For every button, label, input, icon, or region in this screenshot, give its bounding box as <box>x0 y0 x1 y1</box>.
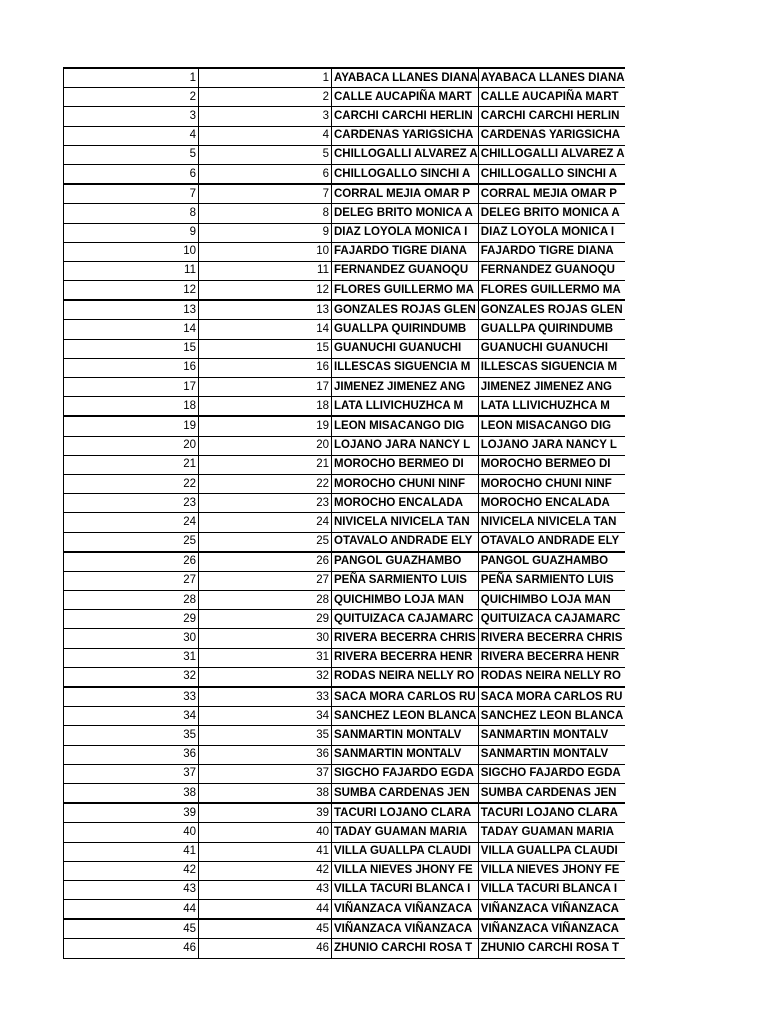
row-number-cell: 35 <box>64 726 199 745</box>
name-copy-cell: GUANUCHI GUANUCHI <box>478 339 624 358</box>
row-number-cell: 10 <box>64 242 199 261</box>
name-copy-cell: LOJANO JARA NANCY L <box>478 436 624 455</box>
name-copy-cell: NIVICELA NIVICELA TAN <box>478 513 624 532</box>
list-number-cell: 15 <box>199 339 332 358</box>
list-number-cell: 2 <box>199 88 332 107</box>
list-number-cell: 28 <box>199 591 332 610</box>
row-number-cell: 37 <box>64 764 199 783</box>
name-copy-cell: MOROCHO ENCALADA <box>478 494 624 513</box>
table-row <box>64 107 625 126</box>
list-number-cell: 21 <box>199 455 332 474</box>
table-row <box>64 126 625 145</box>
list-number-cell: 20 <box>199 436 332 455</box>
row-number-cell: 17 <box>64 378 199 397</box>
name-cell: RIVERA BECERRA HENR <box>332 648 479 667</box>
row-number-cell: 14 <box>64 320 199 339</box>
name-cell: CORRAL MEJIA OMAR P <box>332 184 479 204</box>
row-number-cell: 43 <box>64 880 199 899</box>
table-row <box>64 164 625 184</box>
name-copy-cell: PEÑA SARMIENTO LUIS <box>478 571 624 590</box>
list-number-cell: 42 <box>199 861 332 880</box>
row-number-cell: 46 <box>64 939 199 958</box>
list-number-cell: 5 <box>199 145 332 164</box>
table-row <box>64 919 625 939</box>
list-number-cell: 17 <box>199 378 332 397</box>
row-number-cell: 18 <box>64 397 199 417</box>
name-cell: OTAVALO ANDRADE ELY <box>332 532 479 552</box>
row-number-cell: 20 <box>64 436 199 455</box>
list-number-cell: 38 <box>199 783 332 803</box>
row-number-cell: 36 <box>64 745 199 764</box>
name-cell: DELEG BRITO MONICA A <box>332 204 479 223</box>
name-cell: MOROCHO ENCALADA <box>332 494 479 513</box>
name-copy-cell: MOROCHO BERMEO DI <box>478 455 624 474</box>
roster-table-body <box>64 68 625 958</box>
name-copy-cell: SANMARTIN MONTALV <box>478 745 624 764</box>
name-cell: PEÑA SARMIENTO LUIS <box>332 571 479 590</box>
table-row <box>64 281 625 301</box>
row-number-cell: 16 <box>64 358 199 377</box>
name-copy-cell: SUMBA CARDENAS JEN <box>478 783 624 803</box>
name-copy-cell: TADAY GUAMAN MARIA <box>478 823 624 842</box>
name-cell: MOROCHO BERMEO DI <box>332 455 479 474</box>
name-copy-cell: OTAVALO ANDRADE ELY <box>478 532 624 552</box>
table-row <box>64 184 625 204</box>
list-number-cell: 29 <box>199 610 332 629</box>
row-number-cell: 5 <box>64 145 199 164</box>
spreadsheet-page <box>63 67 625 959</box>
name-cell: RIVERA BECERRA CHRIS <box>332 629 479 648</box>
row-number-cell: 41 <box>64 842 199 861</box>
list-number-cell: 46 <box>199 939 332 958</box>
table-row <box>64 494 625 513</box>
table-row <box>64 764 625 783</box>
table-row <box>64 242 625 261</box>
name-cell: SANMARTIN MONTALV <box>332 726 479 745</box>
table-row <box>64 880 625 899</box>
table-row <box>64 474 625 493</box>
name-cell: CALLE AUCAPIÑA MART <box>332 88 479 107</box>
name-copy-cell: FERNANDEZ GUANOQU <box>478 261 624 280</box>
table-row <box>64 204 625 223</box>
list-number-cell: 22 <box>199 474 332 493</box>
table-row <box>64 861 625 880</box>
list-number-cell: 23 <box>199 494 332 513</box>
list-number-cell: 27 <box>199 571 332 590</box>
row-number-cell: 3 <box>64 107 199 126</box>
name-copy-cell: ZHUNIO CARCHI ROSA T <box>478 939 624 958</box>
row-number-cell: 2 <box>64 88 199 107</box>
table-row <box>64 261 625 280</box>
name-copy-cell: CARDENAS YARIGSICHA <box>478 126 624 145</box>
name-cell: SIGCHO FAJARDO EGDA <box>332 764 479 783</box>
name-copy-cell: GUALLPA QUIRINDUMB <box>478 320 624 339</box>
name-copy-cell: SIGCHO FAJARDO EGDA <box>478 764 624 783</box>
name-copy-cell: LEON MISACANGO DIG <box>478 416 624 436</box>
name-cell: CHILLOGALLI ALVAREZ A <box>332 145 479 164</box>
name-cell: VIÑANZACA VIÑANZACA <box>332 919 479 939</box>
name-copy-cell: MOROCHO CHUNI NINF <box>478 474 624 493</box>
name-cell: PANGOL GUAZHAMBO <box>332 552 479 572</box>
name-cell: SACA MORA CARLOS RU <box>332 687 479 707</box>
name-copy-cell: CHILLOGALLI ALVAREZ A <box>478 145 624 164</box>
row-number-cell: 15 <box>64 339 199 358</box>
name-copy-cell: QUITUIZACA CAJAMARC <box>478 610 624 629</box>
name-cell: ZHUNIO CARCHI ROSA T <box>332 939 479 958</box>
name-cell: RODAS NEIRA NELLY RO <box>332 667 479 687</box>
row-number-cell: 32 <box>64 667 199 687</box>
list-number-cell: 26 <box>199 552 332 572</box>
list-number-cell: 39 <box>199 803 332 823</box>
list-number-cell: 9 <box>199 223 332 242</box>
row-number-cell: 1 <box>64 68 199 88</box>
list-number-cell: 37 <box>199 764 332 783</box>
table-row <box>64 532 625 552</box>
list-number-cell: 25 <box>199 532 332 552</box>
row-number-cell: 21 <box>64 455 199 474</box>
name-cell: DIAZ LOYOLA MONICA I <box>332 223 479 242</box>
name-copy-cell: SANCHEZ LEON BLANCA <box>478 707 624 726</box>
name-cell: QUICHIMBO LOJA MAN <box>332 591 479 610</box>
name-copy-cell: JIMENEZ JIMENEZ ANG <box>478 378 624 397</box>
name-cell: LOJANO JARA NANCY L <box>332 436 479 455</box>
row-number-cell: 42 <box>64 861 199 880</box>
table-row <box>64 687 625 707</box>
table-row <box>64 339 625 358</box>
table-row <box>64 591 625 610</box>
row-number-cell: 13 <box>64 300 199 320</box>
name-cell: LEON MISACANGO DIG <box>332 416 479 436</box>
name-copy-cell: CHILLOGALLO SINCHI A <box>478 164 624 184</box>
list-number-cell: 40 <box>199 823 332 842</box>
list-number-cell: 30 <box>199 629 332 648</box>
list-number-cell: 35 <box>199 726 332 745</box>
name-copy-cell: VIÑANZACA VIÑANZACA <box>478 900 624 920</box>
list-number-cell: 13 <box>199 300 332 320</box>
row-number-cell: 31 <box>64 648 199 667</box>
list-number-cell: 1 <box>199 68 332 88</box>
list-number-cell: 32 <box>199 667 332 687</box>
list-number-cell: 45 <box>199 919 332 939</box>
name-cell: FAJARDO TIGRE DIANA <box>332 242 479 261</box>
row-number-cell: 9 <box>64 223 199 242</box>
name-copy-cell: CORRAL MEJIA OMAR P <box>478 184 624 204</box>
name-copy-cell: RIVERA BECERRA CHRIS <box>478 629 624 648</box>
table-row <box>64 803 625 823</box>
name-cell: FLORES GUILLERMO MA <box>332 281 479 301</box>
table-row <box>64 436 625 455</box>
name-copy-cell: TACURI LOJANO CLARA <box>478 803 624 823</box>
name-copy-cell: LATA LLIVICHUZHCA M <box>478 397 624 417</box>
name-cell: LATA LLIVICHUZHCA M <box>332 397 479 417</box>
row-number-cell: 26 <box>64 552 199 572</box>
name-cell: FERNANDEZ GUANOQU <box>332 261 479 280</box>
name-cell: QUITUIZACA CAJAMARC <box>332 610 479 629</box>
table-row <box>64 571 625 590</box>
list-number-cell: 3 <box>199 107 332 126</box>
name-cell: SUMBA CARDENAS JEN <box>332 783 479 803</box>
name-copy-cell: SANMARTIN MONTALV <box>478 726 624 745</box>
table-row <box>64 320 625 339</box>
row-number-cell: 4 <box>64 126 199 145</box>
name-copy-cell: RODAS NEIRA NELLY RO <box>478 667 624 687</box>
row-number-cell: 25 <box>64 532 199 552</box>
list-number-cell: 18 <box>199 397 332 417</box>
row-number-cell: 8 <box>64 204 199 223</box>
table-row <box>64 842 625 861</box>
name-cell: GUANUCHI GUANUCHI <box>332 339 479 358</box>
name-cell: NIVICELA NIVICELA TAN <box>332 513 479 532</box>
table-row <box>64 513 625 532</box>
row-number-cell: 44 <box>64 900 199 920</box>
row-number-cell: 11 <box>64 261 199 280</box>
name-copy-cell: RIVERA BECERRA HENR <box>478 648 624 667</box>
row-number-cell: 29 <box>64 610 199 629</box>
table-row <box>64 416 625 436</box>
name-cell: TACURI LOJANO CLARA <box>332 803 479 823</box>
table-row <box>64 223 625 242</box>
list-number-cell: 41 <box>199 842 332 861</box>
row-number-cell: 23 <box>64 494 199 513</box>
list-number-cell: 34 <box>199 707 332 726</box>
list-number-cell: 43 <box>199 880 332 899</box>
row-number-cell: 30 <box>64 629 199 648</box>
row-number-cell: 24 <box>64 513 199 532</box>
name-copy-cell: CARCHI CARCHI HERLIN <box>478 107 624 126</box>
row-number-cell: 39 <box>64 803 199 823</box>
roster-table <box>63 67 625 959</box>
table-row <box>64 745 625 764</box>
table-row <box>64 629 625 648</box>
table-row <box>64 783 625 803</box>
name-cell: SANCHEZ LEON BLANCA <box>332 707 479 726</box>
table-row <box>64 300 625 320</box>
list-number-cell: 36 <box>199 745 332 764</box>
table-row <box>64 900 625 920</box>
table-row <box>64 68 625 88</box>
name-cell: CARCHI CARCHI HERLIN <box>332 107 479 126</box>
table-row <box>64 707 625 726</box>
name-cell: CARDENAS YARIGSICHA <box>332 126 479 145</box>
list-number-cell: 8 <box>199 204 332 223</box>
list-number-cell: 33 <box>199 687 332 707</box>
name-copy-cell: FAJARDO TIGRE DIANA <box>478 242 624 261</box>
table-row <box>64 397 625 417</box>
table-row <box>64 610 625 629</box>
name-copy-cell: SACA MORA CARLOS RU <box>478 687 624 707</box>
list-number-cell: 24 <box>199 513 332 532</box>
name-cell: VILLA TACURI BLANCA I <box>332 880 479 899</box>
table-row <box>64 358 625 377</box>
table-row <box>64 726 625 745</box>
name-cell: SANMARTIN MONTALV <box>332 745 479 764</box>
row-number-cell: 22 <box>64 474 199 493</box>
name-copy-cell: AYABACA LLANES DIANA <box>478 68 624 88</box>
name-copy-cell: DELEG BRITO MONICA A <box>478 204 624 223</box>
list-number-cell: 19 <box>199 416 332 436</box>
name-cell: GONZALES ROJAS GLEN <box>332 300 479 320</box>
list-number-cell: 14 <box>199 320 332 339</box>
list-number-cell: 7 <box>199 184 332 204</box>
name-copy-cell: DIAZ LOYOLA MONICA I <box>478 223 624 242</box>
name-cell: TADAY GUAMAN MARIA <box>332 823 479 842</box>
table-row <box>64 145 625 164</box>
row-number-cell: 19 <box>64 416 199 436</box>
name-cell: CHILLOGALLO SINCHI A <box>332 164 479 184</box>
table-row <box>64 88 625 107</box>
name-cell: ILLESCAS SIGUENCIA M <box>332 358 479 377</box>
list-number-cell: 6 <box>199 164 332 184</box>
name-cell: VILLA NIEVES JHONY FE <box>332 861 479 880</box>
name-cell: VIÑANZACA VIÑANZACA <box>332 900 479 920</box>
name-copy-cell: PANGOL GUAZHAMBO <box>478 552 624 572</box>
list-number-cell: 44 <box>199 900 332 920</box>
list-number-cell: 16 <box>199 358 332 377</box>
table-row <box>64 378 625 397</box>
row-number-cell: 28 <box>64 591 199 610</box>
list-number-cell: 10 <box>199 242 332 261</box>
table-row <box>64 648 625 667</box>
list-number-cell: 12 <box>199 281 332 301</box>
row-number-cell: 12 <box>64 281 199 301</box>
name-copy-cell: ILLESCAS SIGUENCIA M <box>478 358 624 377</box>
row-number-cell: 40 <box>64 823 199 842</box>
name-cell: JIMENEZ JIMENEZ ANG <box>332 378 479 397</box>
table-row <box>64 823 625 842</box>
row-number-cell: 45 <box>64 919 199 939</box>
name-copy-cell: VILLA NIEVES JHONY FE <box>478 861 624 880</box>
row-number-cell: 33 <box>64 687 199 707</box>
name-copy-cell: FLORES GUILLERMO MA <box>478 281 624 301</box>
table-row <box>64 552 625 572</box>
name-cell: AYABACA LLANES DIANA <box>332 68 479 88</box>
table-row <box>64 939 625 958</box>
list-number-cell: 31 <box>199 648 332 667</box>
row-number-cell: 38 <box>64 783 199 803</box>
row-number-cell: 27 <box>64 571 199 590</box>
name-cell: VILLA GUALLPA CLAUDI <box>332 842 479 861</box>
name-copy-cell: GONZALES ROJAS GLEN <box>478 300 624 320</box>
name-cell: GUALLPA QUIRINDUMB <box>332 320 479 339</box>
table-row <box>64 455 625 474</box>
name-copy-cell: VIÑANZACA VIÑANZACA <box>478 919 624 939</box>
row-number-cell: 34 <box>64 707 199 726</box>
name-cell: MOROCHO CHUNI NINF <box>332 474 479 493</box>
name-copy-cell: QUICHIMBO LOJA MAN <box>478 591 624 610</box>
name-copy-cell: CALLE AUCAPIÑA MART <box>478 88 624 107</box>
row-number-cell: 6 <box>64 164 199 184</box>
table-row <box>64 667 625 687</box>
row-number-cell: 7 <box>64 184 199 204</box>
list-number-cell: 4 <box>199 126 332 145</box>
name-copy-cell: VILLA GUALLPA CLAUDI <box>478 842 624 861</box>
list-number-cell: 11 <box>199 261 332 280</box>
name-copy-cell: VILLA TACURI BLANCA I <box>478 880 624 899</box>
